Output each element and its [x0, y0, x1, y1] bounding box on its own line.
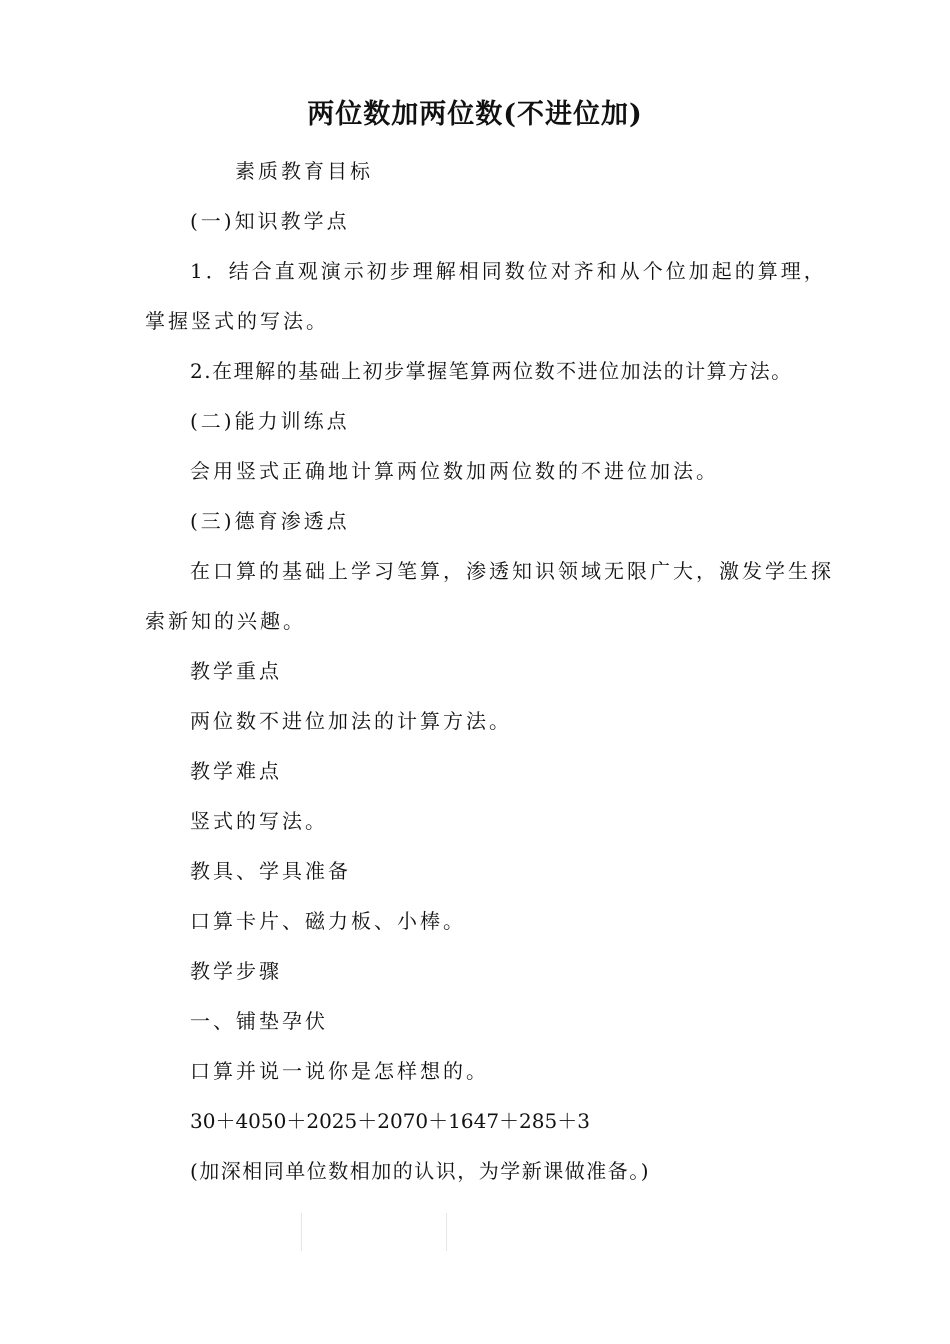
paragraph-line: 1．结合直观演示初步理解相同数位对齐和从个位加起的算理， — [190, 259, 827, 283]
arithmetic-line: 30＋4050＋2025＋2070＋1647＋285＋3 — [190, 1109, 590, 1133]
paragraph-line: 口算卡片、磁力板、小棒。 — [190, 909, 466, 933]
section-heading-steps: 教学步骤 — [190, 959, 282, 983]
section-heading-key-point: 教学重点 — [190, 659, 282, 683]
paragraph-line: 在口算的基础上学习笔算，渗透知识领域无限广大，激发学生探 — [190, 559, 834, 583]
paragraph-line: 口算并说一说你是怎样想的。 — [190, 1059, 489, 1083]
subheading-moral: (三)德育渗透点 — [190, 509, 350, 533]
paragraph-line: 两位数不进位加法的计算方法。 — [190, 709, 512, 733]
faint-divider-line — [446, 1213, 447, 1251]
paragraph-line: 2.在理解的基础上初步掌握笔算两位数不进位加法的计算方法。 — [190, 359, 793, 383]
section-heading-difficulty: 教学难点 — [190, 759, 282, 783]
subheading-knowledge: (一)知识教学点 — [190, 209, 350, 233]
page-title: 两位数加两位数(不进位加) — [307, 99, 643, 130]
subheading-ability: (二)能力训练点 — [190, 409, 350, 433]
section-heading-goals: 素质教育目标 — [235, 159, 373, 183]
paragraph-line: 会用竖式正确地计算两位数加两位数的不进位加法。 — [190, 459, 719, 483]
paragraph-line: (加深相同单位数相加的认识，为学新课做准备。) — [190, 1159, 651, 1183]
faint-divider-line — [301, 1213, 302, 1251]
paragraph-line: 竖式的写法。 — [190, 809, 328, 833]
subheading-step-one: 一、铺垫孕伏 — [190, 1009, 328, 1033]
paragraph-line: 掌握竖式的写法。 — [145, 309, 329, 333]
paragraph-line: 索新知的兴趣。 — [145, 609, 306, 633]
section-heading-materials: 教具、学具准备 — [190, 859, 351, 883]
